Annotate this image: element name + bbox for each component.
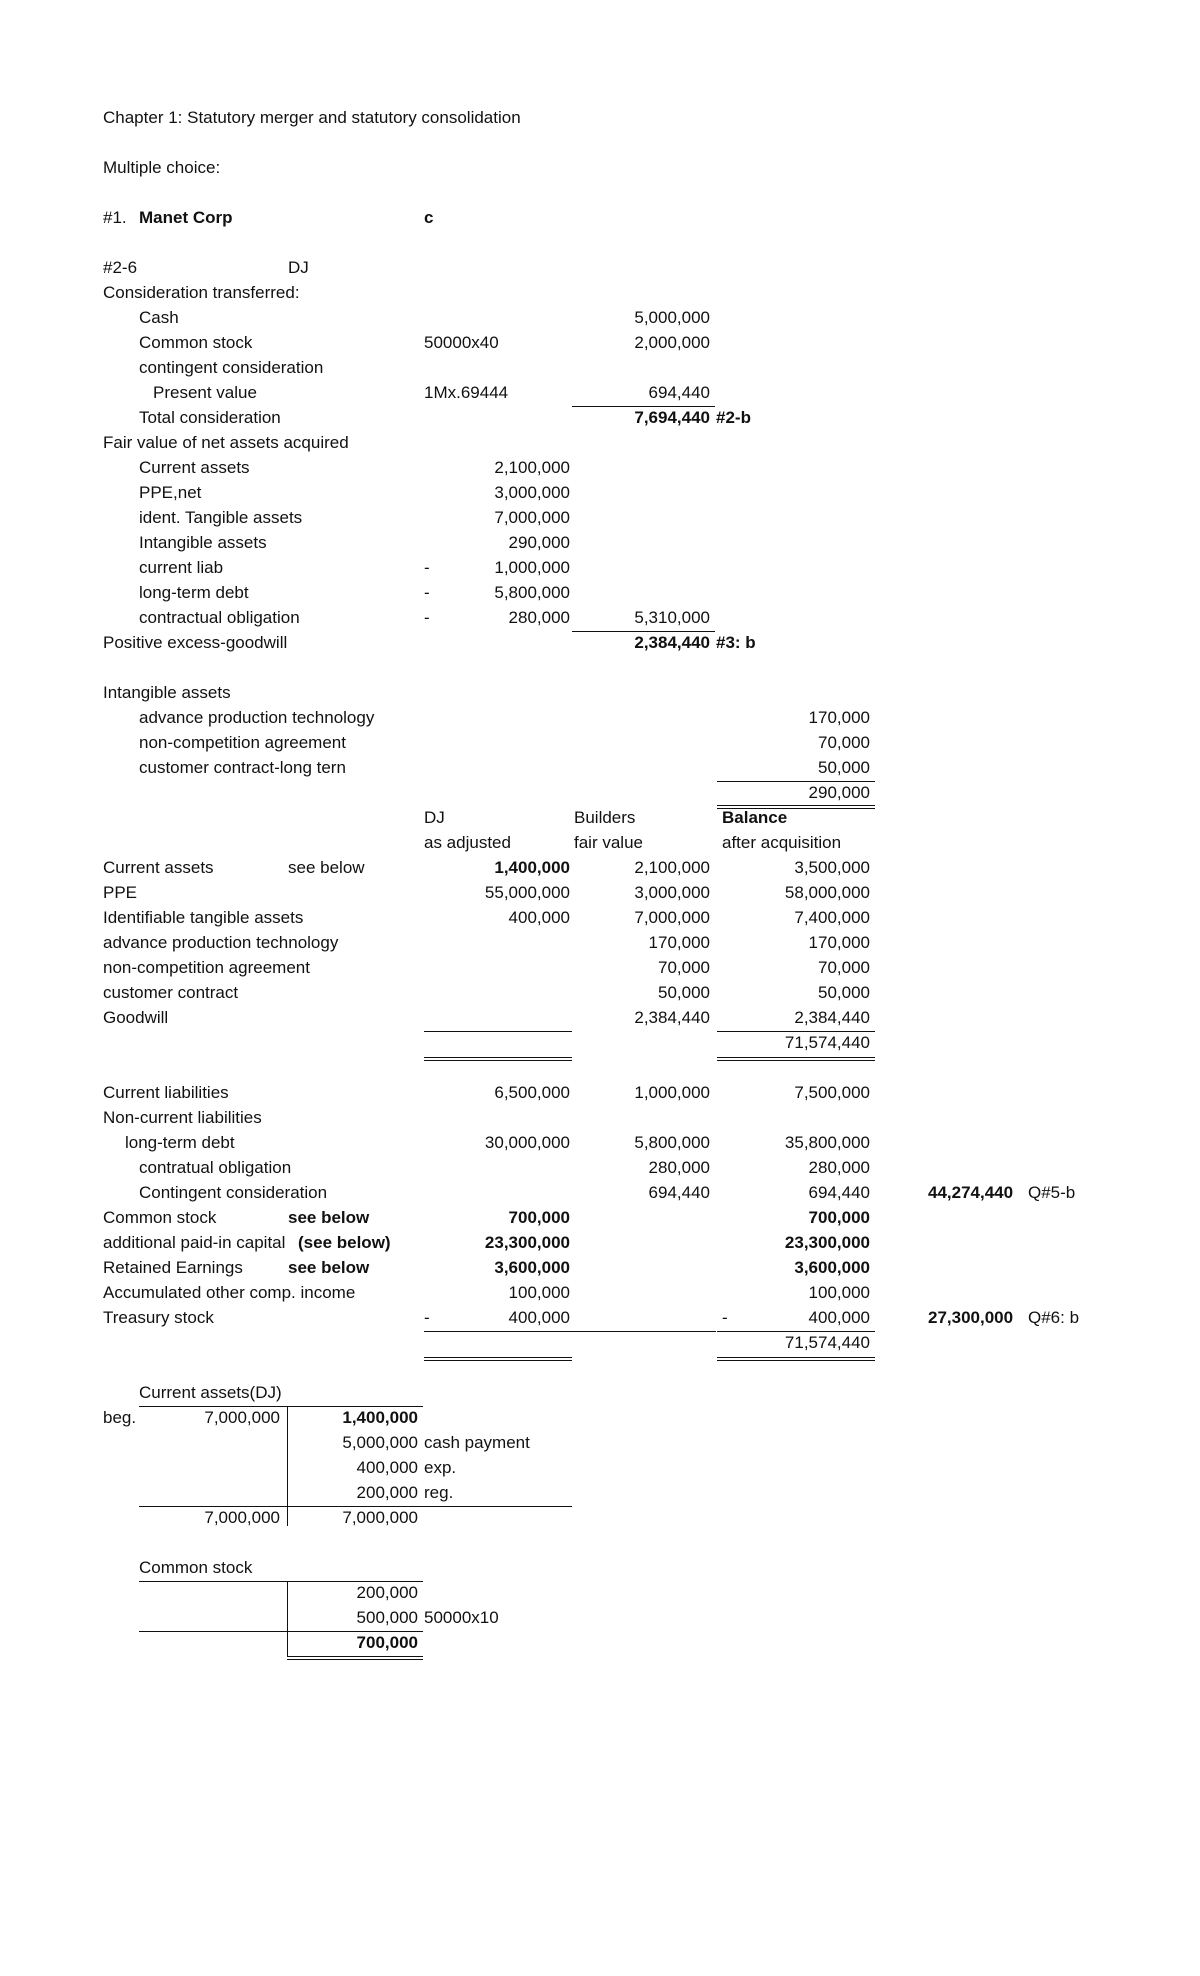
intangible-item-value: 70,000 — [818, 733, 870, 752]
goodwill-value: 2,384,440 — [634, 633, 710, 652]
t-credit-note: reg. — [424, 1483, 454, 1502]
minus-sign: - — [424, 608, 430, 627]
fair-value-item-value: 3,000,000 — [494, 483, 570, 502]
present-value-calc: 1Mx.69444 — [424, 383, 509, 402]
fair-value-title: Fair value of net assets acquired — [103, 433, 349, 452]
liability-row-label: Non-current liabilities — [103, 1108, 262, 1127]
common-stock-value: 2,000,000 — [634, 333, 710, 352]
dj-value: 30,000,000 — [484, 1133, 570, 1152]
t-credit-value: 200,000 — [356, 1483, 418, 1502]
double-underline — [424, 1057, 572, 1061]
t-credit-value: 5,000,000 — [342, 1433, 418, 1452]
balance-value: 280,000 — [808, 1158, 870, 1177]
common-stock-calc: 50000x40 — [424, 333, 499, 352]
col-dj-subheader: as adjusted — [424, 833, 511, 852]
dj-value: 1,400,000 — [494, 858, 570, 877]
intangible-item-value: 170,000 — [808, 708, 870, 727]
common-stock-total: 700,000 — [356, 1633, 418, 1652]
balance-value: 35,800,000 — [784, 1133, 870, 1152]
q3-answer: #3: b — [716, 633, 756, 652]
fair-value-item-value: 280,000 — [508, 608, 570, 627]
credit-total: 7,000,000 — [342, 1508, 418, 1527]
t-credit-value: 500,000 — [356, 1608, 418, 1627]
t-credit-note: 50000x10 — [424, 1608, 499, 1627]
equity-total: 27,300,000 — [928, 1308, 1014, 1327]
final-total: 71,574,440 — [784, 1333, 870, 1352]
q1-answer: c — [424, 208, 434, 227]
balance-value: 3,600,000 — [794, 1258, 870, 1277]
builders-value: 5,800,000 — [634, 1133, 710, 1152]
q6-answer: Q#6: b — [1028, 1308, 1080, 1327]
see-below-note: see below — [288, 858, 365, 877]
dj-value: 400,000 — [508, 908, 570, 927]
col-builders-header: Builders — [574, 808, 636, 827]
present-value-label: Present value — [153, 383, 257, 402]
beg-debit: 7,000,000 — [204, 1408, 280, 1427]
q1-number: #1. — [103, 208, 127, 227]
t-account-mid-line — [139, 1631, 287, 1632]
col-balance-subheader: after acquisition — [722, 833, 842, 852]
double-underline — [287, 1656, 423, 1660]
balance-value: 70,000 — [818, 958, 870, 977]
underline — [572, 631, 715, 632]
assets-total: 71,574,440 — [784, 1033, 870, 1052]
asset-row-label: non-competition agreement — [103, 958, 310, 977]
asset-row-label: customer contract — [103, 983, 239, 1002]
liab-total: 44,274,440 — [928, 1183, 1014, 1202]
col-dj-header: DJ — [424, 808, 445, 827]
fair-value-item-value: 290,000 — [508, 533, 570, 552]
underline — [424, 1331, 716, 1332]
builders-value: 7,000,000 — [634, 908, 710, 927]
balance-value: 100,000 — [808, 1283, 870, 1302]
fair-value-item-label: ident. Tangible assets — [139, 508, 303, 527]
builders-value: 280,000 — [648, 1158, 710, 1177]
dj-value: 400,000 — [508, 1308, 570, 1327]
builders-value: 170,000 — [648, 933, 710, 952]
liability-row-label: Current liabilities — [103, 1083, 229, 1102]
debit-total: 7,000,000 — [204, 1508, 280, 1527]
builders-value: 694,440 — [648, 1183, 710, 1202]
asset-row-label: Current assets — [103, 858, 214, 877]
t-credit-note: cash payment — [424, 1433, 530, 1452]
equity-row-label: Accumulated other comp. income — [103, 1283, 356, 1302]
balance-value: 170,000 — [808, 933, 870, 952]
underline — [424, 1031, 572, 1032]
minus-sign: - — [424, 558, 430, 577]
acquirer-name: DJ — [288, 258, 309, 277]
builders-value: 2,100,000 — [634, 858, 710, 877]
builders-value: 50,000 — [658, 983, 710, 1002]
intangible-item-label: non-competition agreement — [139, 733, 346, 752]
balance-value: 50,000 — [818, 983, 870, 1002]
t-account-mid-line — [287, 1631, 423, 1632]
liability-row-label: contratual obligation — [139, 1158, 292, 1177]
chapter-title: Chapter 1: Statutory merger and statutory consolidation — [103, 108, 521, 127]
fair-value-item-label: PPE,net — [139, 483, 202, 502]
t-account-bottom-line — [139, 1506, 572, 1507]
double-underline — [717, 1057, 875, 1061]
balance-value: 58,000,000 — [784, 883, 870, 902]
fair-value-item-label: current liab — [139, 558, 224, 577]
builders-value: 70,000 — [658, 958, 710, 977]
goodwill-label: Positive excess-goodwill — [103, 633, 288, 652]
cash-label: Cash — [139, 308, 179, 327]
balance-value: 694,440 — [808, 1183, 870, 1202]
underline — [717, 1331, 875, 1332]
asset-row-label: advance production technology — [103, 933, 339, 952]
fair-value-item-label: contractual obligation — [139, 608, 300, 627]
balance-value: 700,000 — [808, 1208, 870, 1227]
beg-label: beg. — [103, 1408, 137, 1427]
dj-value: 6,500,000 — [494, 1083, 570, 1102]
col-builders-subheader: fair value — [574, 833, 643, 852]
minus-sign: - — [424, 583, 430, 602]
fair-value-item-value: 7,000,000 — [494, 508, 570, 527]
equity-row-label: additional paid-in capital — [103, 1233, 286, 1252]
q2-answer: #2-b — [716, 408, 751, 427]
t-credit-value: 1,400,000 — [342, 1408, 418, 1427]
common-stock-label: Common stock — [139, 333, 253, 352]
fair-value-item-label: long-term debt — [139, 583, 249, 602]
dj-value: 3,600,000 — [494, 1258, 570, 1277]
asset-row-label: Identifiable tangible assets — [103, 908, 304, 927]
balance-value: 7,500,000 — [794, 1083, 870, 1102]
fair-value-item-value: 2,100,000 — [494, 458, 570, 477]
col-balance-header: Balance — [722, 808, 788, 827]
dj-value: 700,000 — [508, 1208, 570, 1227]
minus-sign: - — [424, 1308, 430, 1327]
see-below-note: see below — [288, 1258, 370, 1277]
see-below-note: (see below) — [298, 1233, 391, 1252]
intangibles-total: 290,000 — [808, 783, 870, 802]
balance-value: 400,000 — [808, 1308, 870, 1327]
q1-company: Manet Corp — [139, 208, 233, 227]
t-credit-value: 400,000 — [356, 1458, 418, 1477]
present-value-value: 694,440 — [648, 383, 710, 402]
contingent-label: contingent consideration — [139, 358, 324, 377]
liability-row-label: Contingent consideration — [139, 1183, 328, 1202]
underline — [717, 1031, 875, 1032]
consideration-title: Consideration transferred: — [103, 283, 300, 302]
builders-value: 1,000,000 — [634, 1083, 710, 1102]
intangibles-title: Intangible assets — [103, 683, 231, 702]
builders-value: 2,384,440 — [634, 1008, 710, 1027]
t-common-stock-title: Common stock — [139, 1558, 253, 1577]
total-consideration-label: Total consideration — [139, 408, 281, 427]
total-consideration-value: 7,694,440 — [634, 408, 710, 427]
balance-value: 23,300,000 — [784, 1233, 870, 1252]
double-underline — [424, 1357, 572, 1361]
t-credit-value: 200,000 — [356, 1583, 418, 1602]
dj-value: 55,000,000 — [484, 883, 570, 902]
intangible-item-value: 50,000 — [818, 758, 870, 777]
underline — [717, 781, 875, 782]
intangible-item-label: customer contract-long tern — [139, 758, 346, 777]
equity-row-label: Common stock — [103, 1208, 217, 1227]
equity-row-label: Retained Earnings — [103, 1258, 243, 1277]
minus-sign: - — [722, 1308, 728, 1327]
asset-row-label: PPE — [103, 883, 138, 902]
double-underline — [717, 1357, 875, 1361]
t-account-top-line — [139, 1581, 423, 1582]
t-current-assets-title: Current assets(DJ) — [139, 1383, 282, 1402]
balance-value: 7,400,000 — [794, 908, 870, 927]
multiple-choice-heading: Multiple choice: — [103, 158, 221, 177]
fair-value-item-value: 1,000,000 — [494, 558, 570, 577]
dj-value: 23,300,000 — [484, 1233, 570, 1252]
dj-value: 100,000 — [508, 1283, 570, 1302]
liability-row-label: long-term debt — [125, 1133, 235, 1152]
balance-value: 3,500,000 — [794, 858, 870, 877]
q5-answer: Q#5-b — [1028, 1183, 1076, 1202]
cash-value: 5,000,000 — [634, 308, 710, 327]
underline — [572, 406, 715, 407]
fair-value-item-value: 5,800,000 — [494, 583, 570, 602]
see-below-note: see below — [288, 1208, 370, 1227]
q2-6-label: #2-6 — [103, 258, 138, 277]
asset-row-label: Goodwill — [103, 1008, 169, 1027]
balance-value: 2,384,440 — [794, 1008, 870, 1027]
intangible-item-label: advance production technology — [139, 708, 375, 727]
net-assets-total: 5,310,000 — [634, 608, 710, 627]
t-account-top-line — [139, 1406, 423, 1407]
t-credit-note: exp. — [424, 1458, 457, 1477]
equity-row-label: Treasury stock — [103, 1308, 214, 1327]
fair-value-item-label: Intangible assets — [139, 533, 267, 552]
fair-value-item-label: Current assets — [139, 458, 250, 477]
builders-value: 3,000,000 — [634, 883, 710, 902]
